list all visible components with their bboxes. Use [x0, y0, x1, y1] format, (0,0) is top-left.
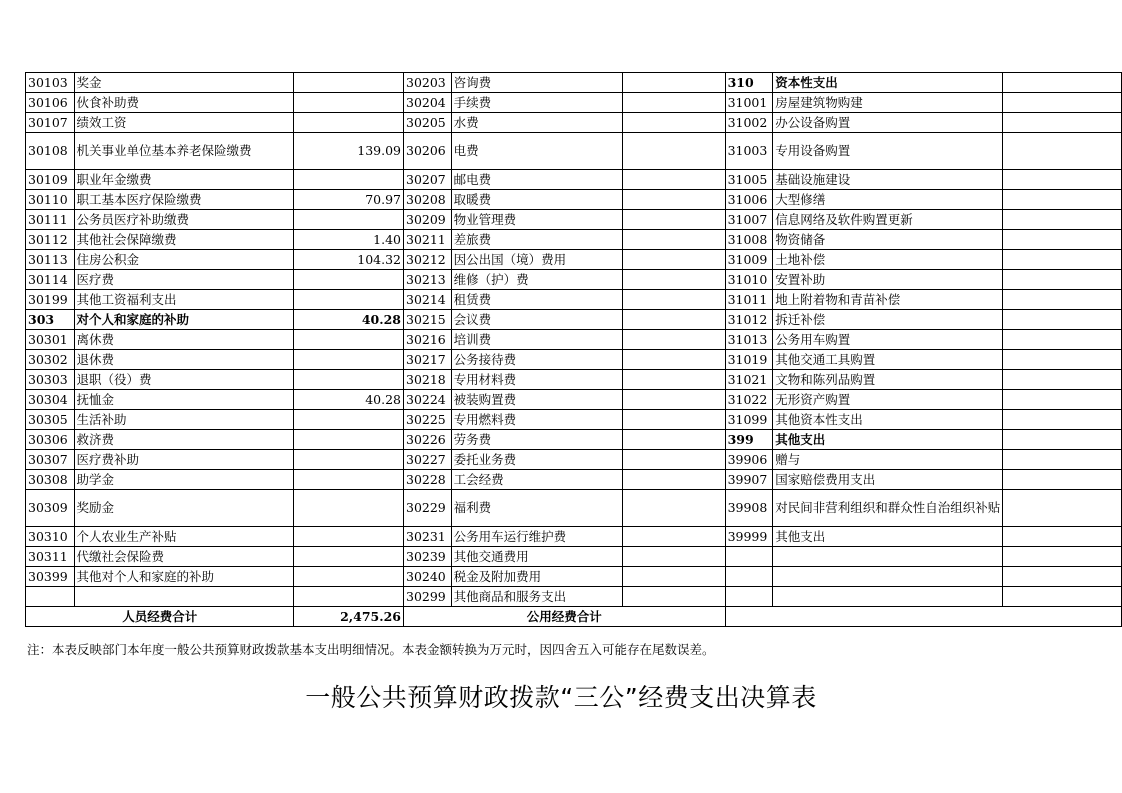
name-cell: 安置补助 [773, 270, 1003, 290]
table-body [26, 73, 1122, 627]
name-cell: 劳务费 [451, 430, 622, 450]
table-row [26, 170, 1122, 190]
code-cell: 30106 [26, 93, 75, 113]
code-cell: 30228 [404, 470, 452, 490]
code-cell: 31008 [725, 230, 773, 250]
name-cell: 专用设备购置 [773, 133, 1003, 170]
name-cell: 文物和陈列品购置 [773, 370, 1003, 390]
code-cell: 303 [26, 310, 75, 330]
table-row [26, 370, 1122, 390]
amount-cell [1003, 470, 1122, 490]
code-cell: 30231 [404, 527, 452, 547]
code-cell: 30308 [26, 470, 75, 490]
amount-cell [294, 290, 404, 310]
amount-cell [1003, 310, 1122, 330]
name-cell: 机关事业单位基本养老保险缴费 [74, 133, 294, 170]
name-cell: 其他交通费用 [451, 547, 622, 567]
next-table-title: 一般公共预算财政拨款“三公”经费支出决算表 [305, 683, 817, 712]
code-cell: 31019 [725, 350, 773, 370]
name-cell [773, 547, 1003, 567]
name-cell: 邮电费 [451, 170, 622, 190]
name-cell: 资本性支出 [773, 73, 1003, 93]
amount-cell [622, 547, 725, 567]
table-row [26, 270, 1122, 290]
amount-cell [622, 527, 725, 547]
name-cell: 职工基本医疗保险缴费 [74, 190, 294, 210]
code-cell: 31003 [725, 133, 773, 170]
code-cell: 31005 [725, 170, 773, 190]
name-cell: 房屋建筑物购建 [773, 93, 1003, 113]
public-total-value [725, 607, 1121, 627]
code-cell: 30218 [404, 370, 452, 390]
code-cell: 30107 [26, 113, 75, 133]
code-cell: 31006 [725, 190, 773, 210]
name-cell: 维修（护）费 [451, 270, 622, 290]
name-cell: 其他资本性支出 [773, 410, 1003, 430]
table-row [26, 113, 1122, 133]
amount-cell [294, 470, 404, 490]
amount-cell [622, 410, 725, 430]
name-cell: 物资储备 [773, 230, 1003, 250]
name-cell: 拆迁补偿 [773, 310, 1003, 330]
name-cell: 公务员医疗补助缴费 [74, 210, 294, 230]
amount-cell [294, 270, 404, 290]
table-row [26, 470, 1122, 490]
amount-cell [1003, 133, 1122, 170]
code-cell: 31010 [725, 270, 773, 290]
name-cell: 奖金 [74, 73, 294, 93]
code-cell: 30199 [26, 290, 75, 310]
code-cell: 30227 [404, 450, 452, 470]
amount-cell [622, 587, 725, 607]
amount-cell [622, 73, 725, 93]
name-cell: 取暖费 [451, 190, 622, 210]
amount-cell [1003, 567, 1122, 587]
code-cell: 30206 [404, 133, 452, 170]
name-cell: 对个人和家庭的补助 [74, 310, 294, 330]
code-cell: 31001 [725, 93, 773, 113]
code-cell: 30111 [26, 210, 75, 230]
table-row [26, 93, 1122, 113]
amount-cell [294, 93, 404, 113]
amount-cell [1003, 430, 1122, 450]
amount-cell [622, 170, 725, 190]
code-cell: 31009 [725, 250, 773, 270]
code-cell: 30204 [404, 93, 452, 113]
code-cell: 30207 [404, 170, 452, 190]
code-cell: 31022 [725, 390, 773, 410]
name-cell: 电费 [451, 133, 622, 170]
code-cell: 30113 [26, 250, 75, 270]
amount-cell [622, 190, 725, 210]
basic-expenditure-detail-table [25, 72, 1122, 627]
amount-cell [622, 210, 725, 230]
code-cell: 30305 [26, 410, 75, 430]
code-cell: 30224 [404, 390, 452, 410]
name-cell: 专用材料费 [451, 370, 622, 390]
table-row [26, 430, 1122, 450]
code-cell: 30301 [26, 330, 75, 350]
amount-cell [294, 170, 404, 190]
amount-cell [622, 350, 725, 370]
amount-cell [294, 210, 404, 230]
code-cell: 30212 [404, 250, 452, 270]
amount-cell [1003, 190, 1122, 210]
amount-cell [294, 450, 404, 470]
personnel-total-value: 2,475.26 [294, 607, 404, 627]
name-cell: 专用燃料费 [451, 410, 622, 430]
amount-cell [622, 250, 725, 270]
table-row [26, 190, 1122, 210]
name-cell: 其他商品和服务支出 [451, 587, 622, 607]
amount-cell [1003, 547, 1122, 567]
code-cell: 30226 [404, 430, 452, 450]
amount-cell [294, 567, 404, 587]
code-cell: 30307 [26, 450, 75, 470]
name-cell: 助学金 [74, 470, 294, 490]
amount-cell [1003, 73, 1122, 93]
name-cell: 办公设备购置 [773, 113, 1003, 133]
amount-cell [1003, 410, 1122, 430]
amount-cell [622, 133, 725, 170]
amount-cell [294, 370, 404, 390]
name-cell: 生活补助 [74, 410, 294, 430]
table-row [26, 350, 1122, 370]
name-cell: 个人农业生产补贴 [74, 527, 294, 547]
amount-cell [294, 587, 404, 607]
code-cell: 30114 [26, 270, 75, 290]
code-cell: 30211 [404, 230, 452, 250]
name-cell: 工会经费 [451, 470, 622, 490]
code-cell: 30217 [404, 350, 452, 370]
code-cell: 39908 [725, 490, 773, 527]
amount-cell [294, 527, 404, 547]
name-cell: 职业年金缴费 [74, 170, 294, 190]
code-cell: 30303 [26, 370, 75, 390]
amount-cell [622, 230, 725, 250]
code-cell: 30299 [404, 587, 452, 607]
name-cell: 代缴社会保险费 [74, 547, 294, 567]
table-row [26, 330, 1122, 350]
amount-cell [1003, 450, 1122, 470]
name-cell: 基础设施建设 [773, 170, 1003, 190]
amount-cell [622, 370, 725, 390]
code-cell: 30304 [26, 390, 75, 410]
amount-cell [1003, 230, 1122, 250]
amount-cell [294, 113, 404, 133]
amount-cell [1003, 250, 1122, 270]
amount-cell [622, 450, 725, 470]
amount-cell [1003, 390, 1122, 410]
name-cell [74, 587, 294, 607]
code-cell: 30215 [404, 310, 452, 330]
amount-cell [1003, 370, 1122, 390]
code-cell: 30110 [26, 190, 75, 210]
table-row [26, 250, 1122, 270]
table-row [26, 527, 1122, 547]
name-cell: 公务用车运行维护费 [451, 527, 622, 547]
table-row [26, 310, 1122, 330]
code-cell: 30309 [26, 490, 75, 527]
amount-cell [622, 430, 725, 450]
table-note: 注：本表反映部门本年度一般公共预算财政拨款基本支出明细情况。本表金额转换为万元时，因四舍五入可能存在尾数误差。 [27, 642, 715, 657]
amount-cell [1003, 527, 1122, 547]
amount-cell: 139.09 [294, 133, 404, 170]
name-cell: 税金及附加费用 [451, 567, 622, 587]
amount-cell [1003, 210, 1122, 230]
table-row [26, 73, 1122, 93]
amount-cell [1003, 270, 1122, 290]
personnel-total-label: 人员经费合计 [26, 607, 294, 627]
code-cell: 30213 [404, 270, 452, 290]
name-cell: 被装购置费 [451, 390, 622, 410]
table-row [26, 290, 1122, 310]
code-cell: 310 [725, 73, 773, 93]
name-cell: 国家赔偿费用支出 [773, 470, 1003, 490]
name-cell: 伙食补助费 [74, 93, 294, 113]
name-cell: 其他社会保障缴费 [74, 230, 294, 250]
name-cell: 退职（役）费 [74, 370, 294, 390]
amount-cell: 1.40 [294, 230, 404, 250]
name-cell: 公务用车购置 [773, 330, 1003, 350]
name-cell: 土地补偿 [773, 250, 1003, 270]
amount-cell [294, 430, 404, 450]
table-row [26, 210, 1122, 230]
name-cell: 其他支出 [773, 527, 1003, 547]
code-cell: 30103 [26, 73, 75, 93]
code-cell [725, 547, 773, 567]
code-cell: 31007 [725, 210, 773, 230]
name-cell: 信息网络及软件购置更新 [773, 210, 1003, 230]
code-cell: 31013 [725, 330, 773, 350]
name-cell: 对民间非营利组织和群众性自治组织补贴 [773, 490, 1003, 527]
code-cell [725, 567, 773, 587]
amount-cell [622, 330, 725, 350]
code-cell [725, 587, 773, 607]
code-cell: 30239 [404, 547, 452, 567]
amount-cell [1003, 490, 1122, 527]
amount-cell [294, 547, 404, 567]
code-cell: 30109 [26, 170, 75, 190]
public-total-label: 公用经费合计 [404, 607, 726, 627]
amount-cell [294, 73, 404, 93]
amount-cell: 104.32 [294, 250, 404, 270]
code-cell: 30229 [404, 490, 452, 527]
totals-row [26, 607, 1122, 627]
name-cell [773, 587, 1003, 607]
amount-cell [622, 567, 725, 587]
table-row [26, 450, 1122, 470]
amount-cell [294, 330, 404, 350]
name-cell: 其他对个人和家庭的补助 [74, 567, 294, 587]
code-cell: 31099 [725, 410, 773, 430]
name-cell: 公务接待费 [451, 350, 622, 370]
amount-cell [1003, 93, 1122, 113]
code-cell: 30240 [404, 567, 452, 587]
name-cell: 医疗费补助 [74, 450, 294, 470]
code-cell: 30310 [26, 527, 75, 547]
name-cell: 奖励金 [74, 490, 294, 527]
name-cell: 其他工资福利支出 [74, 290, 294, 310]
table-row [26, 547, 1122, 567]
name-cell: 退休费 [74, 350, 294, 370]
amount-cell [1003, 113, 1122, 133]
amount-cell [622, 290, 725, 310]
amount-cell [294, 410, 404, 430]
name-cell: 无形资产购置 [773, 390, 1003, 410]
name-cell: 绩效工资 [74, 113, 294, 133]
name-cell: 培训费 [451, 330, 622, 350]
name-cell: 因公出国（境）费用 [451, 250, 622, 270]
name-cell: 福利费 [451, 490, 622, 527]
code-cell: 30216 [404, 330, 452, 350]
code-cell: 399 [725, 430, 773, 450]
code-cell: 30225 [404, 410, 452, 430]
table-row [26, 133, 1122, 170]
name-cell: 会议费 [451, 310, 622, 330]
amount-cell [294, 350, 404, 370]
name-cell: 租赁费 [451, 290, 622, 310]
amount-cell [622, 490, 725, 527]
amount-cell: 40.28 [294, 390, 404, 410]
code-cell: 30209 [404, 210, 452, 230]
name-cell: 差旅费 [451, 230, 622, 250]
code-cell: 30108 [26, 133, 75, 170]
code-cell: 31002 [725, 113, 773, 133]
name-cell: 委托业务费 [451, 450, 622, 470]
name-cell: 救济费 [74, 430, 294, 450]
code-cell: 30306 [26, 430, 75, 450]
amount-cell [622, 93, 725, 113]
code-cell: 30208 [404, 190, 452, 210]
amount-cell [622, 470, 725, 490]
code-cell: 30112 [26, 230, 75, 250]
code-cell: 30311 [26, 547, 75, 567]
code-cell: 31011 [725, 290, 773, 310]
table-row [26, 390, 1122, 410]
code-cell: 30399 [26, 567, 75, 587]
amount-cell [622, 270, 725, 290]
table-row [26, 410, 1122, 430]
name-cell: 物业管理费 [451, 210, 622, 230]
amount-cell: 70.97 [294, 190, 404, 210]
amount-cell [1003, 587, 1122, 607]
code-cell: 39907 [725, 470, 773, 490]
name-cell: 其他支出 [773, 430, 1003, 450]
name-cell: 医疗费 [74, 270, 294, 290]
amount-cell [1003, 290, 1122, 310]
code-cell [26, 587, 75, 607]
code-cell: 30205 [404, 113, 452, 133]
name-cell: 离休费 [74, 330, 294, 350]
amount-cell [294, 490, 404, 527]
name-cell: 咨询费 [451, 73, 622, 93]
table-row [26, 490, 1122, 527]
name-cell: 水费 [451, 113, 622, 133]
amount-cell: 40.28 [294, 310, 404, 330]
code-cell: 39999 [725, 527, 773, 547]
amount-cell [1003, 350, 1122, 370]
name-cell: 其他交通工具购置 [773, 350, 1003, 370]
amount-cell [1003, 170, 1122, 190]
code-cell: 30214 [404, 290, 452, 310]
name-cell: 赠与 [773, 450, 1003, 470]
name-cell: 大型修缮 [773, 190, 1003, 210]
amount-cell [622, 310, 725, 330]
code-cell: 30203 [404, 73, 452, 93]
name-cell: 手续费 [451, 93, 622, 113]
table-row [26, 567, 1122, 587]
code-cell: 30302 [26, 350, 75, 370]
name-cell: 抚恤金 [74, 390, 294, 410]
amount-cell [622, 113, 725, 133]
name-cell [773, 567, 1003, 587]
code-cell: 31021 [725, 370, 773, 390]
amount-cell [622, 390, 725, 410]
amount-cell [1003, 330, 1122, 350]
code-cell: 39906 [725, 450, 773, 470]
table-row [26, 230, 1122, 250]
name-cell: 住房公积金 [74, 250, 294, 270]
code-cell: 31012 [725, 310, 773, 330]
table-row [26, 587, 1122, 607]
name-cell: 地上附着物和青苗补偿 [773, 290, 1003, 310]
